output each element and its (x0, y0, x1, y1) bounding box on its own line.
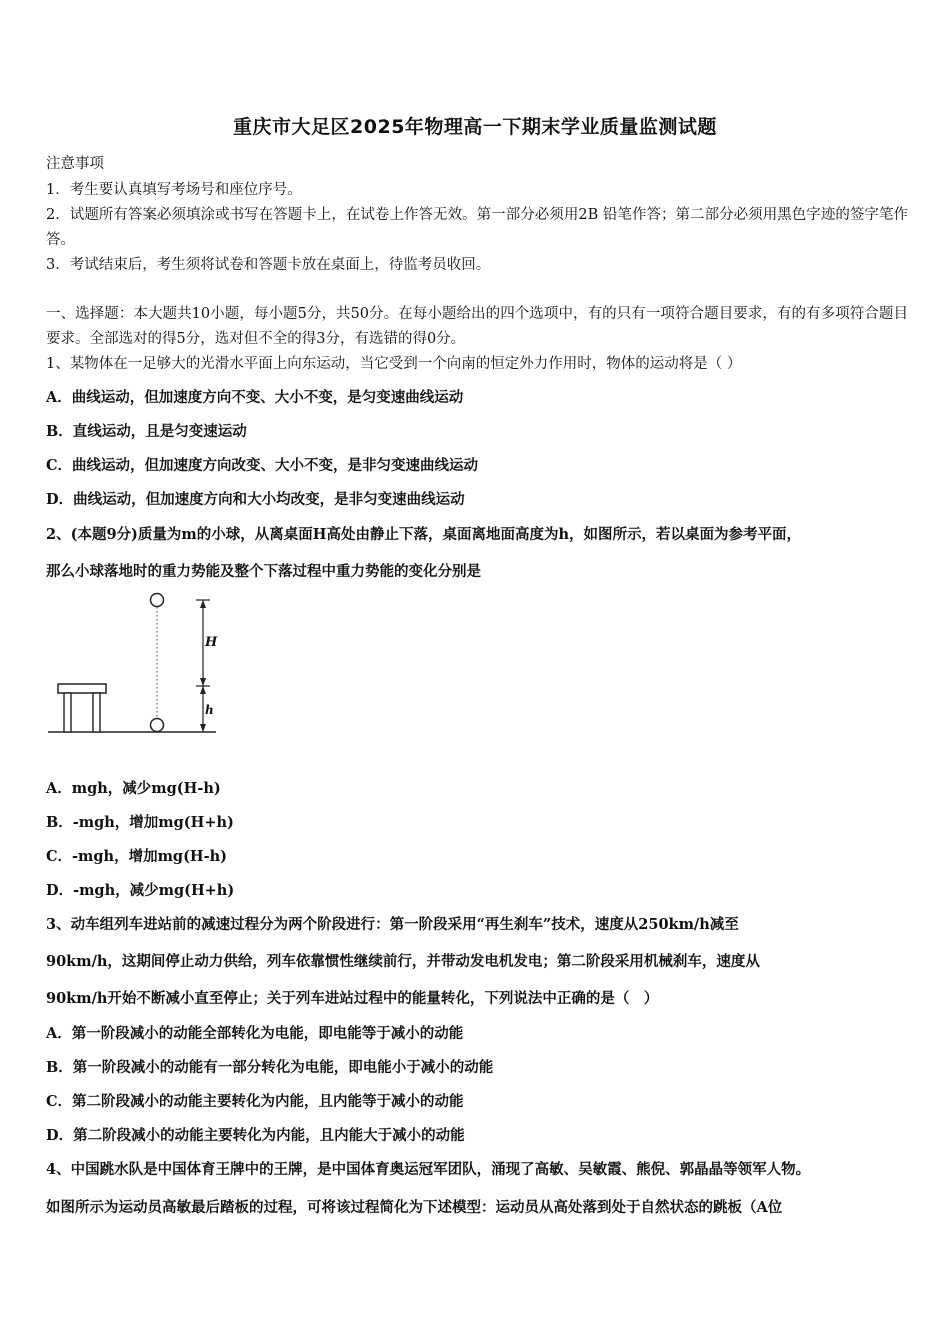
question-2-stem-line1: 2、(本题9分)质量为m的小球，从离桌面H高处由静止下落，桌面离地面高度为h，如图所示，若以桌面为参考平面， (46, 526, 801, 543)
falling-ball-figure (46, 588, 226, 738)
question-3-option-c: C．第二阶段减小的动能主要转化为内能，且内能等于减小的动能 (46, 1093, 464, 1110)
table-top (58, 684, 106, 693)
question-1-option-a: A．曲线运动，但加速度方向不变、大小不变，是匀变速曲线运动 (46, 389, 464, 406)
question-3-stem-line1: 3、动车组列车进站前的减速过程分为两个阶段进行：第一阶段采用“再生刹车”技术，速度从250km/h减至 (46, 916, 739, 933)
question-4-stem-line1: 4、中国跳水队是中国体育王牌中的王牌，是中国体育奥运冠军团队，涌现了高敏、吴敏霞、熊倪、郭晶晶等领军人物。 (46, 1161, 811, 1178)
question-3-option-d: D．第二阶段减小的动能主要转化为内能，且内能大于减小的动能 (46, 1127, 465, 1144)
section-intro: 一、选择题：本大题共10小题，每小题5分，共50分。在每小题给出的四个选项中，有的只有一项符合题目要求，有的有多项符合题目要求。全部选对的得5分，选对但不全的得3分，有选错的得0分。 (46, 306, 908, 347)
notice-item-1: 1．考生要认真填写考场号和座位序号。 (46, 182, 302, 198)
question-3-option-a: A．第一阶段减小的动能全部转化为电能，即电能等于减小的动能 (46, 1025, 464, 1042)
notice-item-3: 3．考试结束后，考生须将试卷和答题卡放在桌面上，待监考员收回。 (46, 257, 491, 273)
question-2-option-a: A．mgh，减少mg(H-h) (46, 780, 221, 797)
question-3-stem-line3: 90km/h开始不断减小直至停止；关于列车进站过程中的能量转化，下列说法中正确的是（ ） (46, 990, 659, 1007)
page-title: 重庆市大足区2025年物理高一下期末学业质量监测试题 (233, 116, 717, 138)
question-2-option-d: D．-mgh，减少mg(H+h) (46, 882, 235, 899)
table-leg-right (93, 693, 100, 732)
question-1-stem: 1、某物体在一足够大的光滑水平面上向东运动，当它受到一个向南的恒定外力作用时，物体的运动将是（ ） (46, 356, 742, 372)
question-1-option-b: B．直线运动，且是匀变速运动 (46, 423, 247, 440)
question-2-stem-line2: 那么小球落地时的重力势能及整个下落过程中重力势能的变化分别是 (46, 563, 481, 580)
question-1-option-d: D．曲线运动，但加速度方向和大小均改变，是非匀变速曲线运动 (46, 491, 465, 508)
question-3-option-b: B．第一阶段减小的动能有一部分转化为电能，即电能小于减小的动能 (46, 1059, 494, 1076)
ball-end (151, 719, 164, 732)
ball-start (151, 594, 164, 607)
question-3-stem-line2: 90km/h，这期间停止动力供给，列车依靠惯性继续前行，并带动发电机发电；第二阶段采用机械刹车，速度从 (46, 953, 760, 970)
label-H: H (205, 635, 218, 650)
notice-heading: 注意事项 (46, 156, 104, 172)
question-2-option-c: C．-mgh，增加mg(H-h) (46, 848, 228, 865)
table-leg-left (64, 693, 71, 732)
question-1-option-c: C．曲线运动，但加速度方向改变、大小不变，是非匀变速曲线运动 (46, 457, 479, 474)
notice-item-2: 2．试题所有答案必须填涂或书写在答题卡上，在试卷上作答无效。第一部分必须用2B 铅笔作答；第二部分必须用黑色字迹的签字笔作答。 (46, 207, 908, 248)
question-2-option-b: B．-mgh，增加mg(H+h) (46, 814, 234, 831)
question-4-stem-line2: 如图所示为运动员高敏最后踏板的过程，可将该过程简化为下述模型：运动员从高处落到处于自然状态的跳板（A位 (46, 1199, 783, 1216)
label-h: h (205, 703, 214, 717)
